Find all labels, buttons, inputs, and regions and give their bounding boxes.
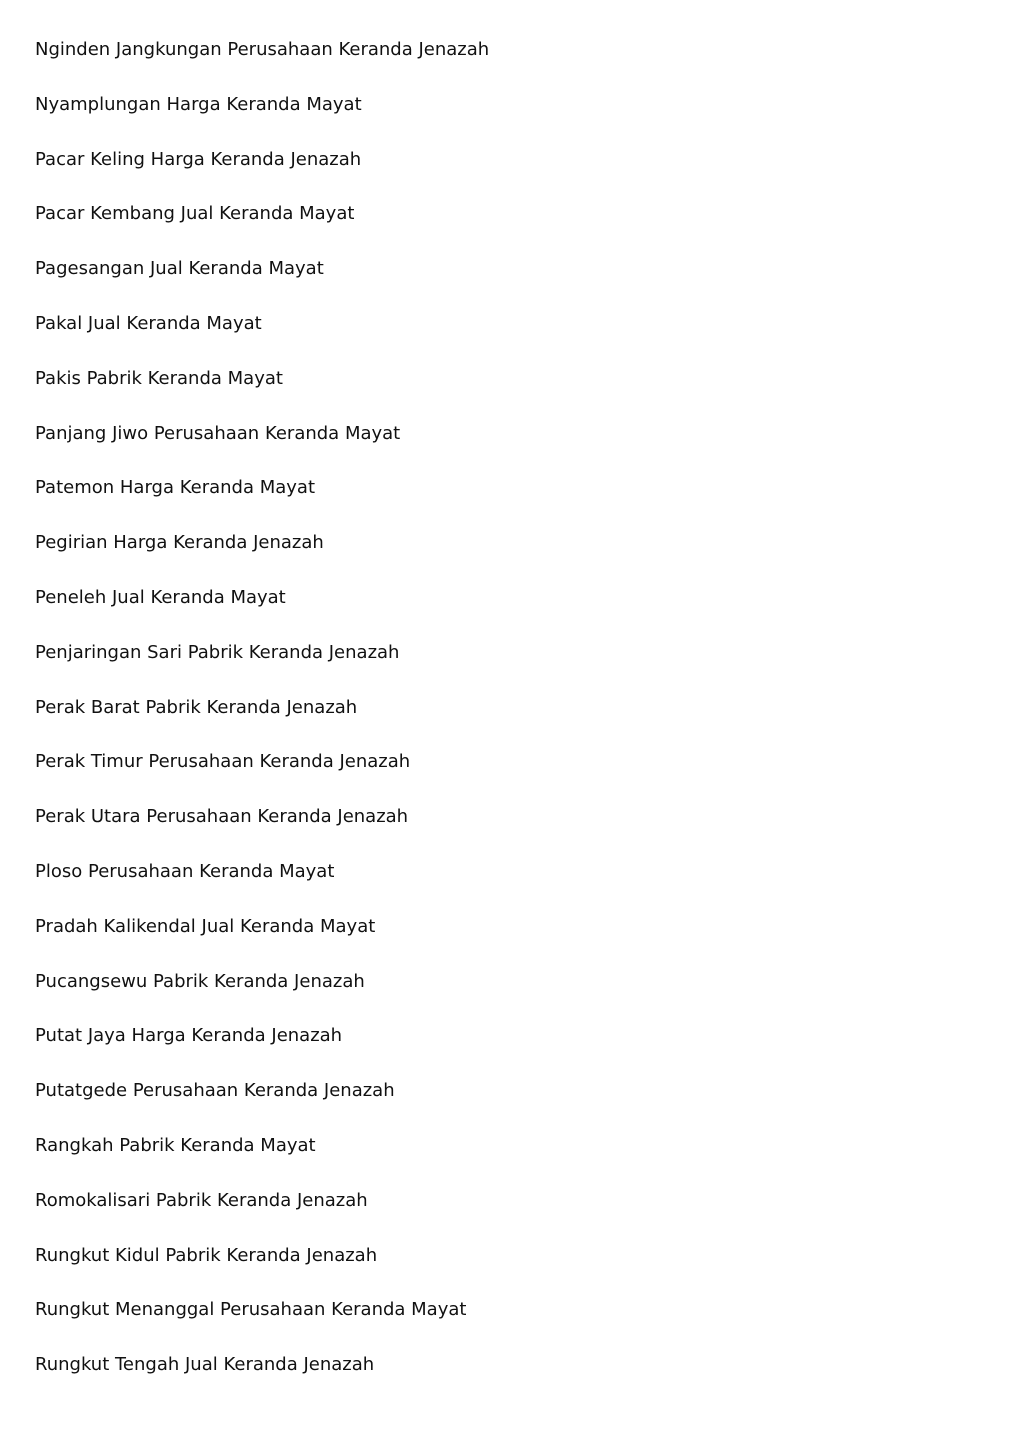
list-item: Putatgede Perusahaan Keranda Jenazah (35, 1080, 395, 1102)
list-item: Perak Timur Perusahaan Keranda Jenazah (35, 751, 411, 773)
list-item: Rungkut Menanggal Perusahaan Keranda Mayat (35, 1299, 467, 1321)
list-item: Pacar Keling Harga Keranda Jenazah (35, 148, 362, 170)
list-item: Pradah Kalikendal Jual Keranda Mayat (35, 915, 376, 937)
list-item: Penjaringan Sari Pabrik Keranda Jenazah (35, 641, 400, 663)
list-item: Romokalisari Pabrik Keranda Jenazah (35, 1189, 368, 1211)
list-item: Rungkut Kidul Pabrik Keranda Jenazah (35, 1244, 378, 1266)
list-item: Ploso Perusahaan Keranda Mayat (35, 860, 335, 882)
list-item: Perak Barat Pabrik Keranda Jenazah (35, 696, 358, 718)
list-item: Pucangsewu Pabrik Keranda Jenazah (35, 970, 365, 992)
list-item: Pakis Pabrik Keranda Mayat (35, 367, 283, 389)
list-item: Nginden Jangkungan Perusahaan Keranda Jenazah (35, 39, 490, 60)
list-item: Patemon Harga Keranda Mayat (35, 477, 316, 499)
list-item: Pakal Jual Keranda Mayat (35, 312, 262, 334)
list-item: Panjang Jiwo Perusahaan Keranda Mayat (35, 422, 401, 444)
list-item: Pacar Kembang Jual Keranda Mayat (35, 203, 355, 225)
list-item: Peneleh Jual Keranda Mayat (35, 586, 286, 608)
list-item: Rangkah Pabrik Keranda Mayat (35, 1134, 316, 1156)
list-item: Pegirian Harga Keranda Jenazah (35, 532, 324, 554)
list-item: Pagesangan Jual Keranda Mayat (35, 258, 324, 280)
list-item: Nyamplungan Harga Keranda Mayat (35, 93, 362, 115)
list-item: Putat Jaya Harga Keranda Jenazah (35, 1025, 343, 1047)
list-item: Rungkut Tengah Jual Keranda Jenazah (35, 1354, 375, 1376)
list-item: Perak Utara Perusahaan Keranda Jenazah (35, 806, 409, 828)
text-list (35, 36, 489, 1406)
